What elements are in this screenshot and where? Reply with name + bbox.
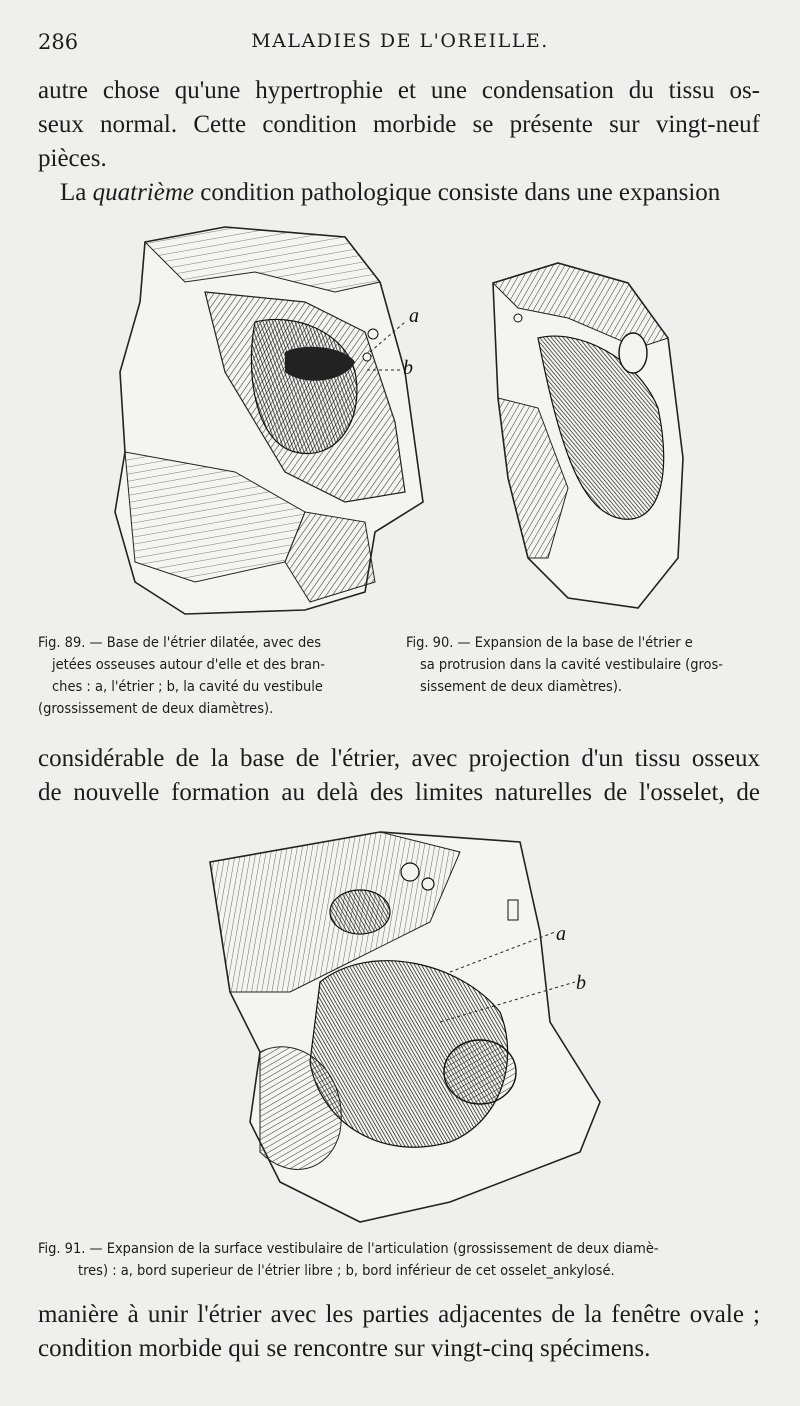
text-line: La quatrième condition pathologique consiste dans une expansion [60,179,721,206]
figure-89-engraving [105,222,435,617]
figure-91-engraving [200,822,610,1230]
text-line: considérable de la base de l'étrier, avec projection d'un tissu osseux [38,745,760,772]
text-line: de nouvelle formation au delà des limites naturelles de l'osselet, de [38,779,760,806]
caption-line: Fig. 90. — Expansion de la base de l'étrier e [406,635,693,651]
text-line: manière à unir l'étrier avec les parties adjacentes de la fenêtre ovale ; [38,1301,760,1328]
text-line: condition morbide qui se rencontre sur vingt-cinq spécimens. [38,1335,651,1362]
figure-91-label-b: b [576,972,586,994]
caption-line: ches : a, l'étrier ; b, la cavité du vestibule [52,679,323,695]
figure-91-caption [38,1238,659,1282]
caption-line: Fig. 89. — Base de l'étrier dilatée, avec des [38,635,322,651]
paragraph-end [38,1298,760,1366]
emphasis: quatrième [92,179,194,206]
caption-line: tres) : a, bord superieur de l'étrier libre ; b, bord inférieur de cet osselet_ankylosé. [78,1263,615,1279]
caption-line: Fig. 91. — Expansion de la surface vestibulaire de l'articulation (grossissement de deux diamè- [38,1241,659,1257]
page-header [38,30,762,60]
caption-line: sa protrusion dans la cavité vestibulaire (gros- [420,657,724,673]
paragraph-mid [38,742,760,810]
caption-line: sissement de deux diamètres). [420,679,623,695]
caption-line: (grossissement de deux diamètres). [38,701,274,717]
figure-90-engraving [488,258,688,618]
text-line: seux normal. Cette condition morbide se présente sur vingt-neuf [38,111,760,138]
figure-89-label-b: b [403,357,413,379]
paragraph-top [38,74,760,176]
paragraph-start [38,176,760,210]
text-line: pièces. [38,145,107,172]
caption-line: jetées osseuses autour d'elle et des bran- [52,657,325,673]
figure-90-caption [406,632,723,698]
page-number: 286 [38,30,79,54]
figure-89-label-a: a [409,305,419,327]
running-title: MALADIES DE L'OREILLE. [251,30,549,52]
figure-89-caption [38,632,325,720]
text-line: autre chose qu'une hypertrophie et une condensation du tissu os- [38,77,760,104]
figure-91-label-a: a [556,923,566,945]
